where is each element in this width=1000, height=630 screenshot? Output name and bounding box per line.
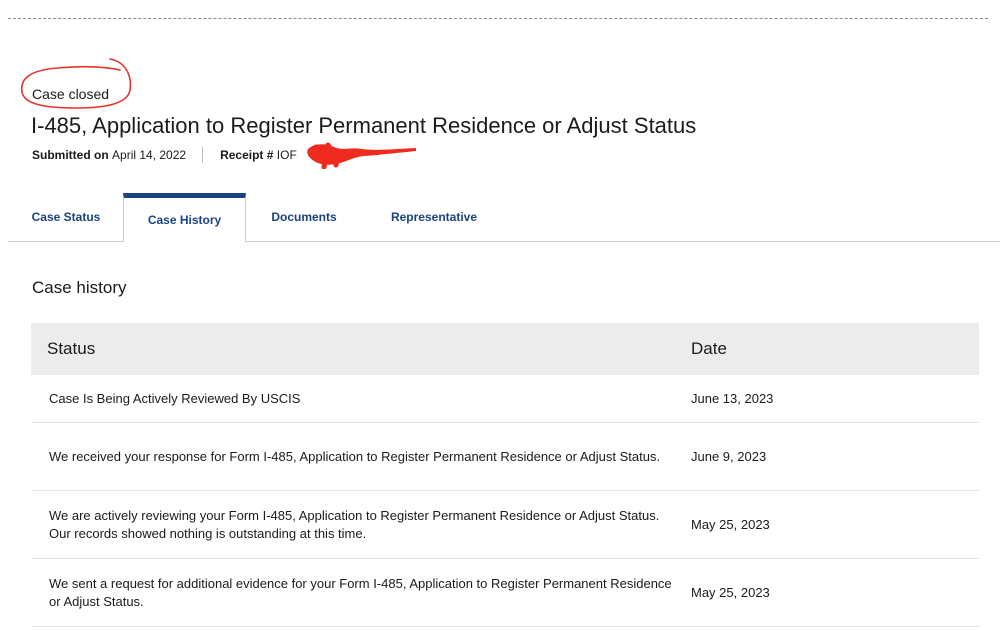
row-status: We are actively reviewing your Form I-485, Application to Register Permanent Residence or Adjust Status. Our records showed nothing is outstanding at this time.: [31, 491, 677, 559]
status-column-header: Status: [31, 323, 677, 375]
table-row: [31, 491, 979, 559]
case-status-label: Case closed: [32, 86, 110, 102]
submitted-label: Submitted on: [32, 148, 109, 162]
row-status: We received your response for Form I-485, Application to Register Permanent Residence or Adjust Status.: [31, 423, 677, 491]
row-date: May 25, 2023: [677, 559, 979, 627]
meta-divider: [202, 147, 203, 163]
page-title: I-485, Application to Register Permanent Residence or Adjust Status: [31, 113, 697, 138]
table-row: [31, 375, 979, 423]
receipt-label: Receipt #: [220, 148, 274, 162]
submitted-date: April 14, 2022: [112, 148, 187, 162]
row-date: June 13, 2023: [677, 375, 979, 423]
case-history-heading: Case history: [32, 278, 127, 297]
top-divider: [8, 18, 988, 19]
case-meta: [32, 147, 297, 163]
row-date: May 25, 2023: [677, 491, 979, 559]
redaction-scribble: [304, 139, 420, 169]
row-status: Case Is Being Actively Reviewed By USCIS: [31, 375, 677, 423]
row-date: June 9, 2023: [677, 423, 979, 491]
table-header-row: [31, 323, 979, 375]
case-tabs: [8, 193, 1000, 242]
tab-documents[interactable]: Documents: [271, 210, 337, 224]
case-history-table: [31, 323, 979, 627]
row-status: We sent a request for additional evidence for your Form I-485, Application to Register Permanent Residence or Adjust Status.: [31, 559, 677, 627]
tab-case-history[interactable]: Case History: [123, 193, 246, 242]
tab-case-status[interactable]: Case Status: [31, 210, 101, 224]
tab-representative[interactable]: Representative: [390, 210, 478, 224]
table-row: [31, 423, 979, 491]
date-column-header: Date: [677, 323, 979, 375]
table-row: [31, 559, 979, 627]
receipt-number: IOF: [276, 148, 297, 162]
